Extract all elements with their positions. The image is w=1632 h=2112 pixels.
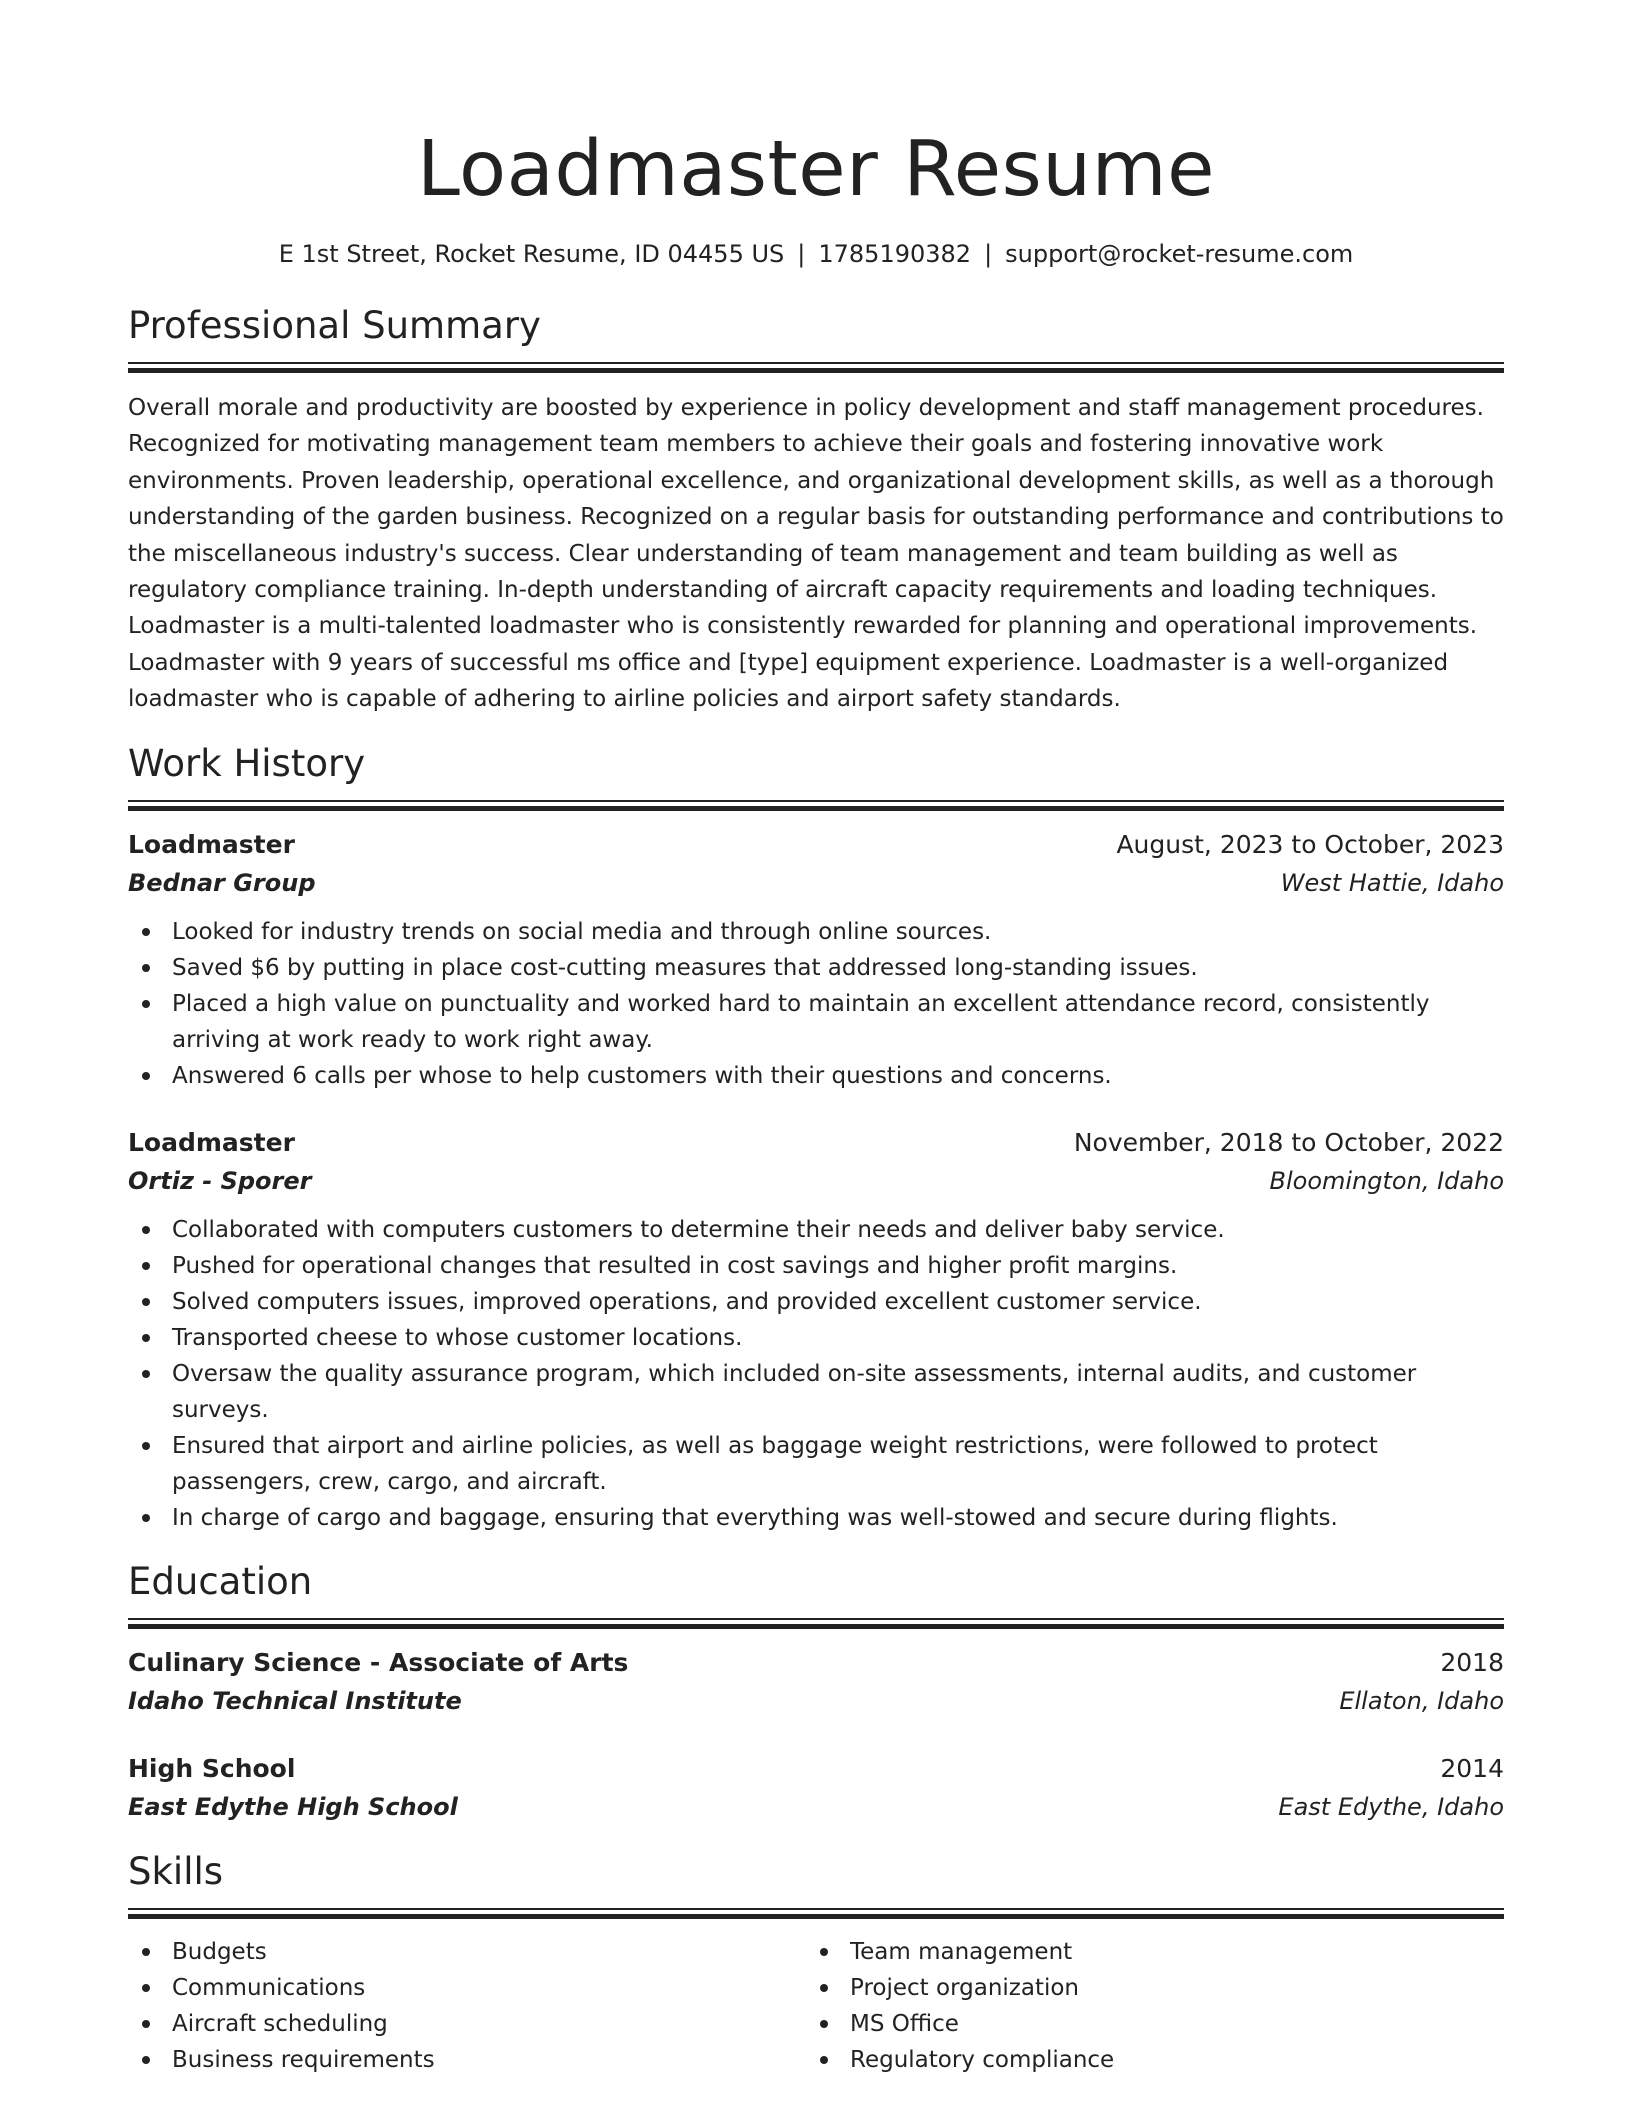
section-title-education: Education — [128, 1559, 313, 1603]
contact-separator: | — [797, 240, 806, 268]
education-subheader — [128, 1682, 1504, 1720]
education-header — [128, 1644, 1504, 1682]
section-title-work-history: Work History — [128, 741, 366, 785]
education-location: East Edythe, Idaho — [1278, 1792, 1504, 1821]
section-title-skills: Skills — [128, 1849, 224, 1893]
skills-section — [128, 1848, 1504, 2078]
job-entry — [128, 826, 1504, 1094]
summary-section — [128, 302, 1504, 718]
education-degree: Culinary Science - Associate of Arts — [128, 1647, 629, 1677]
education-section — [128, 1558, 1504, 1826]
job-location: Bloomington, Idaho — [1269, 1166, 1504, 1195]
resume-content — [128, 118, 1504, 2078]
job-bullets — [128, 1212, 1504, 1536]
education-year: 2014 — [1440, 1753, 1504, 1783]
section-divider — [128, 800, 1504, 812]
skill-item: Budgets — [128, 1934, 806, 1970]
education-entry — [128, 1750, 1504, 1826]
list-item: Oversaw the quality assurance program, which included on-site assessments, internal audits, and customer surveys. — [128, 1356, 1504, 1428]
job-dates: November, 2018 to October, 2022 — [1073, 1127, 1504, 1157]
skills-list-left — [128, 1934, 806, 2078]
skill-item: Business requirements — [128, 2042, 806, 2078]
education-location: Ellaton, Idaho — [1339, 1686, 1504, 1715]
skill-item: MS Office — [806, 2006, 1484, 2042]
education-degree: High School — [128, 1753, 296, 1783]
education-year: 2018 — [1440, 1647, 1504, 1677]
skills-list-right — [806, 1934, 1484, 2078]
education-school: East Edythe High School — [128, 1792, 458, 1821]
contact-email: support@rocket-resume.com — [1005, 240, 1354, 268]
job-header — [128, 826, 1504, 864]
list-item: Placed a high value on punctuality and worked hard to maintain an excellent attendance record, consistently arriving at work ready to work right away. — [128, 986, 1504, 1058]
skill-item: Team management — [806, 1934, 1484, 1970]
contact-separator: | — [984, 240, 993, 268]
job-title: Loadmaster — [128, 1127, 295, 1157]
skill-item: Communications — [128, 1970, 806, 2006]
list-item: Pushed for operational changes that resulted in cost savings and higher profit margins. — [128, 1248, 1504, 1284]
job-title: Loadmaster — [128, 829, 295, 859]
education-entry — [128, 1644, 1504, 1720]
skills-columns — [128, 1934, 1504, 2078]
list-item: Ensured that airport and airline policies, as well as baggage weight restrictions, were followed to protect passengers, crew, cargo, and aircraft. — [128, 1428, 1504, 1500]
list-item: In charge of cargo and baggage, ensuring that everything was well-stowed and secure during flights. — [128, 1500, 1504, 1536]
work-history-section — [128, 740, 1504, 1536]
education-school: Idaho Technical Institute — [128, 1686, 462, 1715]
summary-text: Overall morale and productivity are boosted by experience in policy development and staff management procedures. Recognized for motivating management team members to achieve their goals and fostering innovative work environments. Proven leadership, operational excellence, and organizational development skills, as well as a thorough understanding of the garden business. Recognized on a regular basis for outstanding performance and contributions to the miscellaneous industry's success. Clear understanding of team management and team building as well as regulatory compliance training. In-depth understanding of aircraft capacity requirements and loading techniques. Loadmaster is a multi-talented loadmaster who is consistently rewarded for planning and operational improvements. Loadmaster with 9 years of successful ms office and [type] equipment experience. Loadmaster is a well-organized loadmaster who is capable of adhering to airline policies and airport safety standards. — [128, 395, 1504, 713]
education-header — [128, 1750, 1504, 1788]
section-divider — [128, 362, 1504, 374]
list-item: Collaborated with computers customers to determine their needs and deliver baby service. — [128, 1212, 1504, 1248]
list-item: Looked for industry trends on social media and through online sources. — [128, 914, 1504, 950]
job-entry — [128, 1124, 1504, 1536]
education-subheader — [128, 1788, 1504, 1826]
job-bullets — [128, 914, 1504, 1094]
list-item: Answered 6 calls per whose to help customers with their questions and concerns. — [128, 1058, 1504, 1094]
resume-title: Loadmaster Resume — [417, 125, 1215, 214]
list-item: Saved $6 by putting in place cost-cutting measures that addressed long-standing issues. — [128, 950, 1504, 986]
skill-item: Regulatory compliance — [806, 2042, 1484, 2078]
list-item: Transported cheese to whose customer locations. — [128, 1320, 1504, 1356]
section-title-summary: Professional Summary — [128, 304, 541, 347]
job-subheader — [128, 864, 1504, 902]
job-company: Ortiz - Sporer — [128, 1166, 312, 1195]
job-dates: August, 2023 to October, 2023 — [1116, 829, 1504, 859]
contact-line — [128, 238, 1504, 270]
job-company: Bednar Group — [128, 868, 316, 897]
job-header — [128, 1124, 1504, 1162]
section-divider — [128, 1908, 1504, 1920]
contact-phone: 1785190382 — [818, 240, 972, 268]
skill-item: Project organization — [806, 1970, 1484, 2006]
section-divider — [128, 1618, 1504, 1630]
skill-item: Aircraft scheduling — [128, 2006, 806, 2042]
list-item: Solved computers issues, improved operations, and provided excellent customer service. — [128, 1284, 1504, 1320]
job-subheader — [128, 1162, 1504, 1200]
contact-address: E 1st Street, Rocket Resume, ID 04455 US — [278, 240, 785, 268]
job-location: West Hattie, Idaho — [1280, 868, 1504, 897]
